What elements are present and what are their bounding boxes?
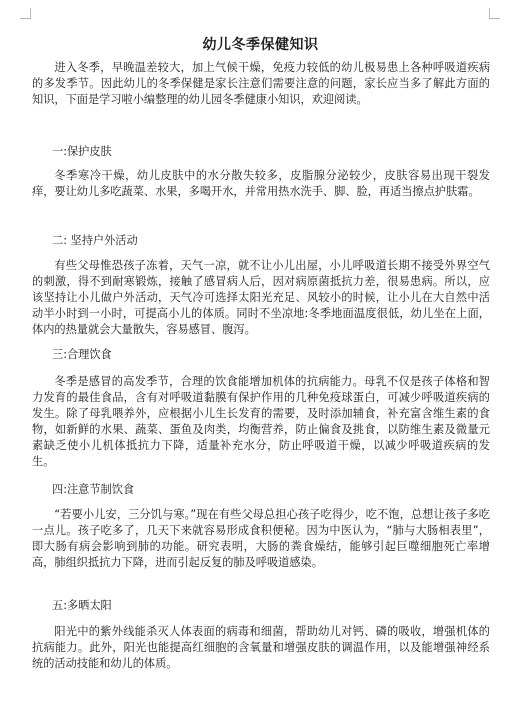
page-corner-mark-right bbox=[489, 8, 500, 19]
intro-paragraph: 进入冬季，早晚温差较大，加上气候干燥，免疫力较低的幼儿极易患上各种呼吸道疾病的多发季节。因此幼儿的冬季保健是家长注意们需要注意的问题，家长应当多了解此方面的知识，下面是学习啦小编整理的幼儿园冬季健康小知识，欢迎阅读。 bbox=[32, 61, 490, 106]
section-body-2: 有些父母惟恐孩子冻着，天气一凉，就不让小儿出屋，小儿呼吸道长期不接受外界空气的刺激，得不到耐寒锻炼，接触了感冒病人后，因对病原菌抵抗力差，很易患病。所以，应该坚持让小儿做户外活动，天气冷可选择太阳光充足、风较小的时候，让小儿在大自然中活动半小时到一小时，可提高小儿的体质。同时不坐凉地:冬季地面温度很低，幼儿坐在上面，体内的热量就会大量散失，容易感冒、腹泻。 bbox=[32, 259, 490, 336]
document-title: 幼儿冬季保健知识 bbox=[202, 37, 319, 53]
section-heading-2: 二: 坚持户外活动 bbox=[52, 234, 138, 247]
page-corner-mark-left bbox=[20, 8, 31, 19]
section-heading-5: 五:多晒太阳 bbox=[52, 599, 112, 612]
section-heading-3: 三:合理饮食 bbox=[52, 348, 112, 361]
section-heading-4: 四:注意节制饮食 bbox=[52, 483, 135, 496]
section-body-5: 阳光中的紫外线能杀灭人体表面的病毒和细菌，帮助幼儿对钙、磷的吸收，增强机体的抗病能力。此外，阳光也能提高红细胞的含氧量和增强皮肤的调温作用，以及能增强神经系统的活动技能和幼儿的体质。 bbox=[32, 625, 490, 670]
section-body-4: “若要小儿安，三分饥与寒。”现在有些父母总担心孩子吃得少，吃不饱，总想让孩子多吃一点儿。孩子吃多了，几天下来就容易形成食积便秘。因为中医认为，“肺与大肠相表里”，即大肠有病会影响到肺的功能。研究表明，大肠的粪食燥结，能够引起巨噬细胞死亡率增高，肺组织抵抗力下降，进而引起反复的肺及呼吸道感染。 bbox=[32, 508, 490, 569]
section-body-1: 冬季寒冷干燥，幼儿皮肤中的水分散失较多，皮脂腺分泌较少，皮肤容易出现干裂发痒，要让幼儿多吃蔬菜、水果，多喝开水，并常用热水洗手、脚、脸，再适当擦点护肤霜。 bbox=[32, 169, 490, 198]
section-body-3: 冬季是感冒的高发季节，合理的饮食能增加机体的抗病能力。母乳不仅是孩子体格和智力发育的最佳食品，含有对呼吸道黏膜有保护作用的几种免疫球蛋白，可减少呼吸道疾病的发生。除了母乳喂养外，应根据小儿生长发育的需要，及时添加辅食，补充富含维生素的食物，如新鲜的水果、蔬菜、蛋鱼及肉类，均衡营养，防止偏食及挑食，以防维生素及微量元素缺乏使小儿机体抵抗力下降，适量补充水分，防止呼吸道干燥，以减少呼吸道疾病的发生。 bbox=[32, 375, 490, 468]
section-heading-1: 一:保护皮肤 bbox=[52, 145, 112, 158]
